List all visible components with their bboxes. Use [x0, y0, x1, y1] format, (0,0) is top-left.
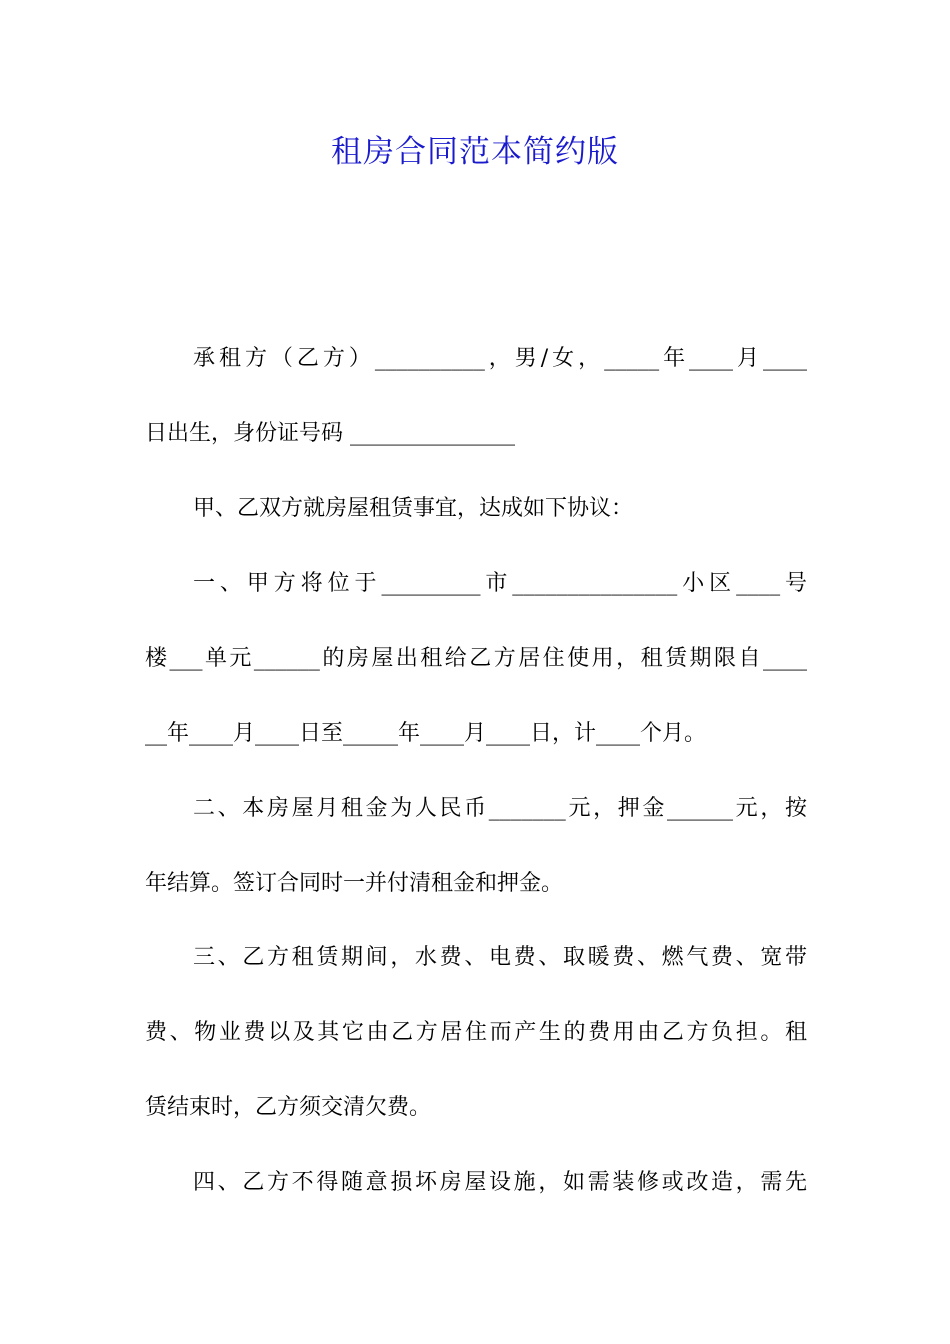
text-line: 三、乙方租赁期间，水费、电费、取暖费、燃气费、宽带: [193, 945, 807, 970]
text-line: 费、物业费以及其它由乙方居住而产生的费用由乙方负担。租: [145, 1020, 807, 1045]
text-line: 楼___单元______的房屋出租给乙方居住使用，租赁期限自____: [145, 646, 807, 671]
text-line: 四、乙方不得随意损坏房屋设施，如需装修或改造，需先: [193, 1170, 807, 1195]
text-line: 日出生，身份证号码 _______________: [145, 421, 515, 446]
text-line: 赁结束时，乙方须交清欠费。: [145, 1095, 432, 1120]
text-line: 甲、乙双方就房屋租赁事宜，达成如下协议：: [193, 496, 634, 521]
text-line: 承租方（乙方）__________，男/女，_____年____月____: [193, 346, 807, 371]
text-line: __年____月____日至_____年____月____日，计____个月。: [145, 721, 707, 746]
text-line: 一、甲方将位于_________市_______________小区____号: [193, 571, 807, 596]
text-line: 二、本房屋月租金为人民币_______元，押金______元，按: [193, 796, 807, 821]
text-line: 年结算。签订合同时一并付清租金和押金。: [145, 871, 564, 896]
document-title: 租房合同范本简约版: [331, 134, 619, 170]
